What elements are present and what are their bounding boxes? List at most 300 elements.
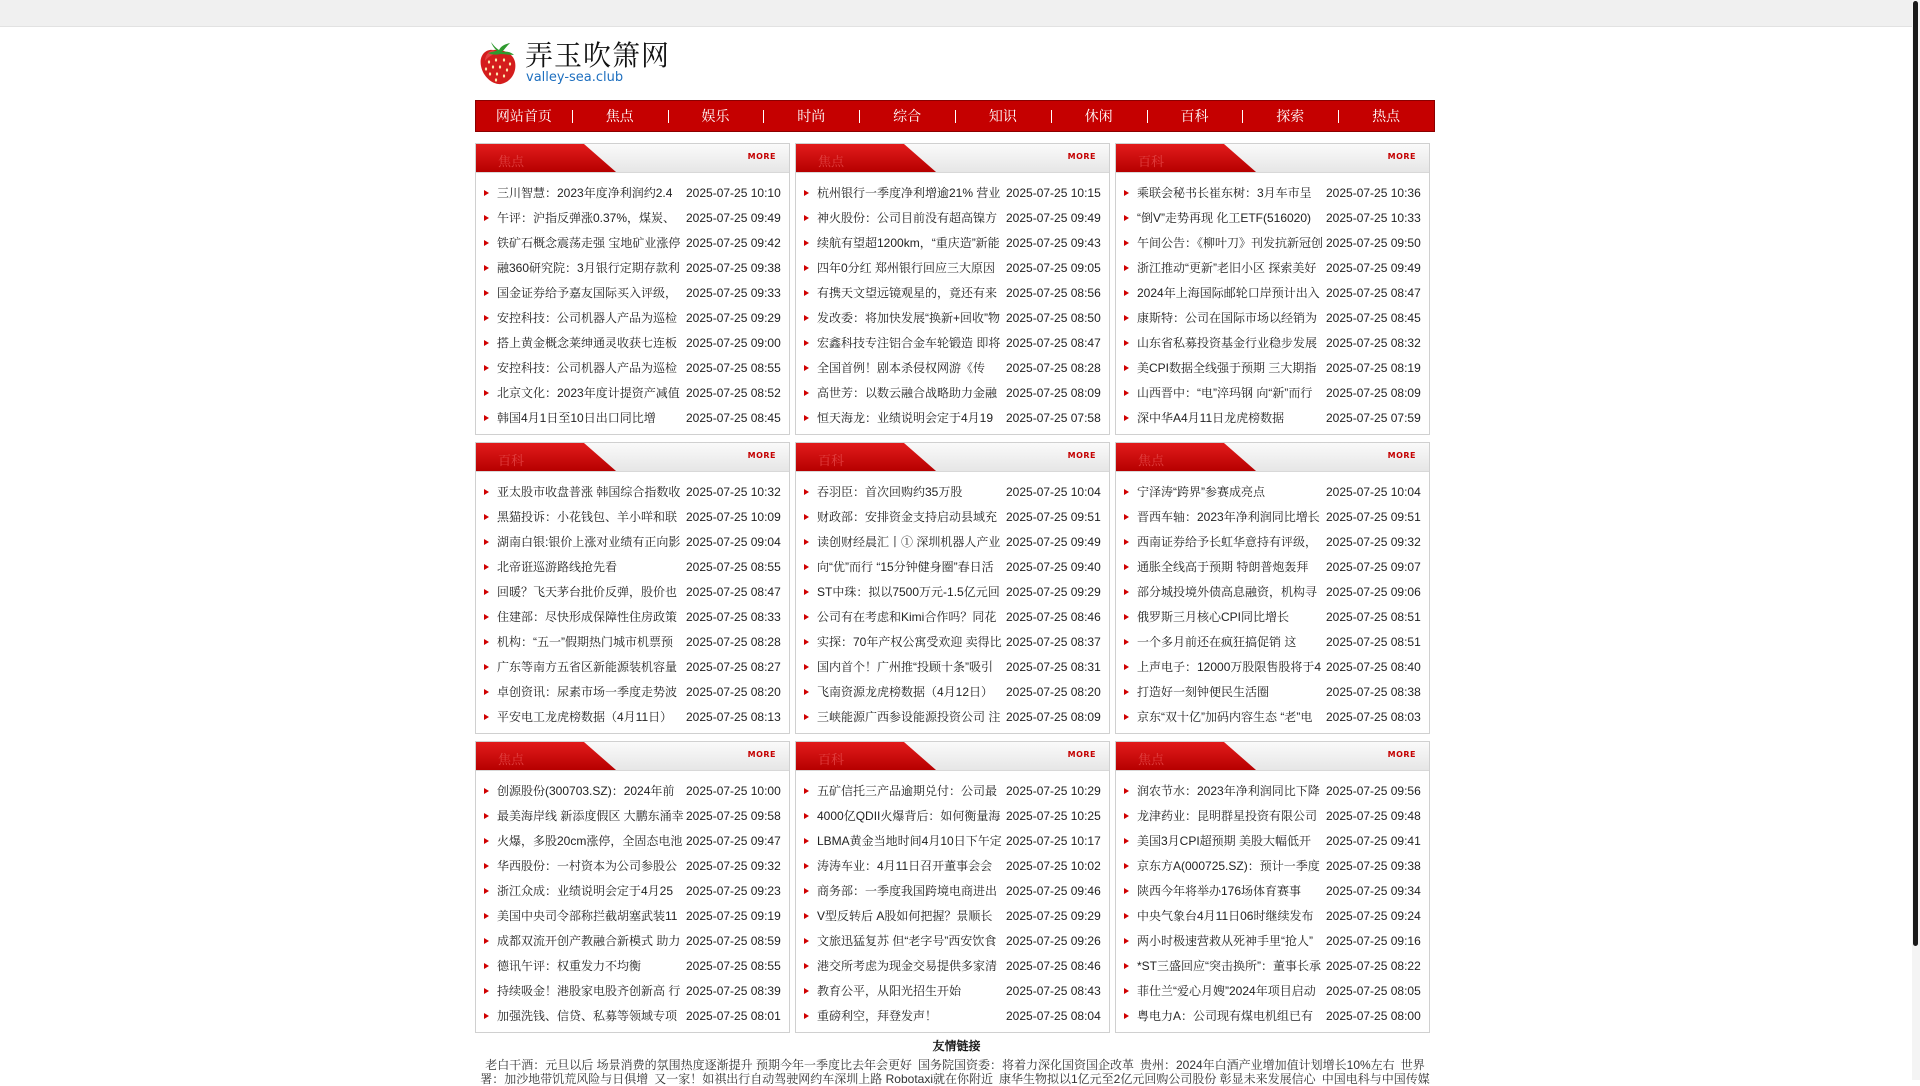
news-list (796, 479, 1109, 729)
news-timestamp: 2025-07-25 10:10 (686, 185, 781, 200)
site-domain: valley-sea.club (526, 70, 624, 85)
news-title-link[interactable]: 浙江众成：业绩说明会定于4月25 (497, 884, 674, 898)
panel-header (476, 742, 789, 771)
news-list-item (796, 280, 1109, 305)
news-list-item (476, 205, 789, 230)
bullet-arrow-icon (1124, 390, 1129, 396)
nav-item-leisure[interactable]: 休闲 (1051, 106, 1147, 126)
panel-title[interactable]: 百科 (818, 454, 845, 469)
news-title-link[interactable]: 京东方A(000725.SZ)：预计一季度 (1137, 859, 1320, 873)
news-list-item (796, 230, 1109, 255)
strawberry-logo-icon[interactable] (477, 36, 523, 86)
news-title-link[interactable]: 持续吸金！港股家电股齐创新高 行 (497, 984, 681, 998)
news-timestamp: 2025-07-25 09:29 (1006, 584, 1101, 599)
news-title-link[interactable]: 俄罗斯三月核心CPI同比增长 (1137, 610, 1290, 624)
news-title-link[interactable]: 山西晋中：“电”淬玛钢 向“新”而行 (1137, 386, 1313, 400)
news-timestamp: 2025-07-25 10:29 (1006, 783, 1101, 798)
news-list-item (1116, 878, 1429, 903)
news-timestamp: 2025-07-25 09:16 (1326, 933, 1421, 948)
panel-header (796, 144, 1109, 173)
more-link[interactable]: MORE (1067, 152, 1096, 161)
news-list (796, 180, 1109, 430)
bullet-arrow-icon (1124, 265, 1129, 271)
news-timestamp: 2025-07-25 09:38 (1326, 858, 1421, 873)
nav-item-explore[interactable]: 探索 (1242, 106, 1338, 126)
news-list-item (796, 679, 1109, 704)
news-timestamp: 2025-07-25 09:49 (1006, 210, 1101, 225)
panel-title-tab (796, 443, 936, 471)
news-title-link[interactable]: 神火股份：公司目前没有超高镍方 (817, 211, 998, 225)
bullet-arrow-icon (484, 813, 489, 819)
news-title-link[interactable]: LBMA黄金当地时间4月10日下午定 (817, 834, 1002, 848)
bullet-arrow-icon (484, 415, 489, 421)
news-timestamp: 2025-07-25 08:33 (686, 609, 781, 624)
news-title-link[interactable]: 北帝诳巡游路线抢先看 (497, 560, 618, 574)
news-list-item (476, 330, 789, 355)
news-list-item (476, 828, 789, 853)
news-title-link[interactable]: 浙江推动“更新”老旧小区 探索美好 (1137, 261, 1317, 275)
bullet-arrow-icon (484, 888, 489, 894)
news-timestamp: 2025-07-25 08:47 (686, 584, 781, 599)
news-title-link[interactable]: 美国中央司令部称拦截胡塞武装11 (497, 909, 678, 923)
bullet-arrow-icon (1124, 689, 1129, 695)
news-list-item (1116, 330, 1429, 355)
news-title-link[interactable]: 五矿信托三产品逾期兑付：公司最 (817, 784, 998, 798)
news-title-link[interactable]: ST中珠：拟以7500万元-1.5亿元回 (817, 585, 1000, 599)
bullet-arrow-icon (1124, 963, 1129, 969)
bullet-arrow-icon (804, 390, 809, 396)
panel-header (476, 443, 789, 472)
news-title-link[interactable]: 文旅迅猛复苏 但“老字号”西安饮食 (817, 934, 997, 948)
news-list-item (476, 704, 789, 729)
bullet-arrow-icon (804, 714, 809, 720)
bullet-arrow-icon (804, 838, 809, 844)
news-timestamp: 2025-07-25 08:56 (1006, 285, 1101, 300)
news-list-item (1116, 255, 1429, 280)
friend-link[interactable]: 康华生物拟以1亿元至2亿元回购公司股份 彰显未来发展信心 (999, 1072, 1316, 1086)
panel-title[interactable]: 焦点 (1138, 454, 1165, 469)
news-title-link[interactable]: 安控科技：公司机器人产品为巡检 (497, 361, 678, 375)
news-timestamp: 2025-07-25 09:49 (686, 210, 781, 225)
news-title-link[interactable]: 中央气象台4月11日06时继续发布 (1137, 909, 1314, 923)
news-list-item (796, 704, 1109, 729)
news-timestamp: 2025-07-25 08:09 (1326, 385, 1421, 400)
news-timestamp: 2025-07-25 09:56 (1326, 783, 1421, 798)
news-timestamp: 2025-07-25 10:02 (1006, 858, 1101, 873)
news-timestamp: 2025-07-25 08:28 (686, 634, 781, 649)
news-title-link[interactable]: 美国3月CPI超预期 美股大幅低开 (1137, 834, 1312, 848)
news-panel (795, 143, 1110, 435)
news-title-link[interactable]: 部分城投境外债高息融资，机构寻 (1137, 585, 1318, 599)
nav-item-general[interactable]: 综合 (859, 106, 955, 126)
news-timestamp: 2025-07-25 08:09 (1006, 385, 1101, 400)
news-title-link[interactable]: 一个多月前还在疯狂搞促销 这 (1137, 635, 1297, 649)
news-list-item (796, 405, 1109, 430)
news-title-link[interactable]: 通胀全线高于预期 特朗普炮轰拜 (1137, 560, 1309, 574)
panel-title-tab (476, 742, 616, 770)
bullet-arrow-icon (484, 1013, 489, 1019)
news-timestamp: 2025-07-25 09:19 (686, 908, 781, 923)
news-timestamp: 2025-07-25 08:46 (1006, 958, 1101, 973)
bullet-arrow-icon (1124, 415, 1129, 421)
news-title-link[interactable]: 宁泽涛“跨界”参赛成亮点 (1137, 485, 1265, 499)
bullet-arrow-icon (484, 564, 489, 570)
news-title-link[interactable]: 高世芳：以数云融合战略助力金融 (817, 386, 998, 400)
news-list-item (796, 803, 1109, 828)
news-title-link[interactable]: 有携天文望远镜观星的，竟还有来 (817, 286, 998, 300)
news-title-link[interactable]: 财政部：安排资金支持启动县域充 (817, 510, 998, 524)
panel-title-tab (1116, 742, 1256, 770)
news-title-link[interactable]: 2024年上海国际邮轮口岸预计出入 (1137, 286, 1320, 300)
news-timestamp: 2025-07-25 08:55 (686, 958, 781, 973)
news-title-link[interactable]: 午评：沪指反弹涨0.37%，煤炭、 (497, 211, 676, 225)
panel-title[interactable]: 焦点 (498, 753, 525, 768)
friend-link[interactable]: 署：加沙地带饥荒风险与日俱增 (480, 1072, 649, 1086)
bullet-arrow-icon (804, 365, 809, 371)
news-title-link[interactable]: 国金证券给予嘉友国际买入评级， (497, 286, 678, 300)
bullet-arrow-icon (1124, 290, 1129, 296)
news-list-item (476, 180, 789, 205)
friend-link[interactable]: 国务院国资委：将着力深化国资国企改革 (917, 1058, 1134, 1072)
news-list-item (796, 953, 1109, 978)
news-title-link[interactable]: 向“优”而行 “15分钟健身圈”春日活 (817, 560, 994, 574)
news-timestamp: 2025-07-25 08:45 (686, 410, 781, 425)
bullet-arrow-icon (1124, 489, 1129, 495)
news-list-item (796, 180, 1109, 205)
bullet-arrow-icon (804, 863, 809, 869)
news-title-link[interactable]: 平安电工龙虎榜数据（4月11日） (497, 710, 673, 724)
news-title-link[interactable]: 华西股份：一村资本为公司参股公 (497, 859, 678, 873)
site-name[interactable]: 弄玉吹箫网 (525, 39, 671, 72)
bullet-arrow-icon (484, 390, 489, 396)
news-list-item (1116, 853, 1429, 878)
news-title-link[interactable]: 融360研究院：3月银行定期存款利 (497, 261, 680, 275)
bullet-arrow-icon (484, 365, 489, 371)
news-title-link[interactable]: 上声电子：12000万股限售股将于4 (1137, 660, 1322, 674)
news-timestamp: 2025-07-25 07:59 (1326, 410, 1421, 425)
news-title-link[interactable]: 美CPI数据全线强于预期 三大期指 (1137, 361, 1317, 375)
bullet-arrow-icon (804, 689, 809, 695)
news-list-item (1116, 180, 1429, 205)
news-title-link[interactable]: 乘联会秘书长崔东树：3月车市呈 (1137, 186, 1312, 200)
bullet-arrow-icon (484, 913, 489, 919)
news-list-item (1116, 704, 1429, 729)
news-list-item (796, 878, 1109, 903)
news-title-link[interactable]: 广东等南方五省区新能源装机容量 (497, 660, 678, 674)
vertical-scrollbar[interactable] (1912, 0, 1920, 1080)
news-title-link[interactable]: 读创财经晨汇丨① 深圳机器人产业 (817, 535, 1001, 549)
more-link[interactable]: MORE (747, 750, 776, 759)
news-timestamp: 2025-07-25 08:27 (686, 659, 781, 674)
bullet-arrow-icon (484, 340, 489, 346)
news-title-link[interactable]: 西南证券给予长虹华意持有评级， (1137, 535, 1318, 549)
nav-item-hot[interactable]: 热点 (1338, 106, 1434, 126)
news-timestamp: 2025-07-25 08:55 (686, 360, 781, 375)
bullet-arrow-icon (804, 988, 809, 994)
friend-link[interactable]: 又一家！如祺出行自动驾驶网约车深圳上路 Robotaxi就在你附近 (654, 1072, 993, 1086)
news-title-link[interactable]: 陕西今年将举办176场体育赛事 (1137, 884, 1302, 898)
news-title-link[interactable]: 深中华A4月11日龙虎榜数据 (1137, 411, 1285, 425)
news-title-link[interactable]: 菲仕兰“爱心月嫂”2024年项目启动 (1137, 984, 1316, 998)
news-list-item (476, 778, 789, 803)
news-timestamp: 2025-07-25 08:51 (1326, 609, 1421, 624)
news-list-item (476, 405, 789, 430)
news-list-item (1116, 230, 1429, 255)
news-timestamp: 2025-07-25 08:13 (686, 709, 781, 724)
news-title-link[interactable]: *ST三盛回应“突击换所”：董事长承 (1137, 959, 1321, 973)
news-title-link[interactable]: 续航有望超1200km，“重庆造”新能 (817, 236, 1000, 250)
news-title-link[interactable]: 加强洗钱、信贷、私募等领域专项 (497, 1009, 678, 1023)
news-title-link[interactable]: 成都双流开创产教融合新模式 助力 (497, 934, 681, 948)
news-panel (1115, 442, 1430, 734)
bullet-arrow-icon (484, 539, 489, 545)
news-list-item (476, 355, 789, 380)
bullet-arrow-icon (484, 664, 489, 670)
news-title-link[interactable]: 德讯午评：权重发力不均衡 (497, 959, 642, 973)
news-title-link[interactable]: 国内首个！广州推“投顾十条”吸引 (817, 660, 993, 674)
news-list-item (796, 903, 1109, 928)
news-title-link[interactable]: 重磅利空，拜登发声！ (817, 1009, 938, 1023)
news-list-item (1116, 828, 1429, 853)
news-title-link[interactable]: 卓创资讯：尿素市场一季度走势波 (497, 685, 678, 699)
news-list-item (476, 529, 789, 554)
panel-title-tab (796, 742, 936, 770)
news-panel (475, 741, 790, 1033)
news-title-link[interactable]: 康斯特：公司在国际市场以经销为 (1137, 311, 1318, 325)
news-timestamp: 2025-07-25 10:36 (1326, 185, 1421, 200)
news-title-link[interactable]: 湖南白银:银价上涨对业绩有正向影 (497, 535, 681, 549)
bullet-arrow-icon (484, 938, 489, 944)
news-title-link[interactable]: 打造好一刻钟便民生活圈 (1137, 685, 1270, 699)
news-list-item (796, 1003, 1109, 1028)
news-title-link[interactable]: 两小时极速营救从死神手里“抢人” (1137, 934, 1313, 948)
friend-link[interactable]: 老白干酒：元旦以后 场景消费的氛围热度逐渐提升 预期今年一季度比去年会更好 (485, 1058, 912, 1072)
bullet-arrow-icon (484, 315, 489, 321)
news-title-link[interactable]: 杭州银行一季度净利增逾21% 营业 (817, 186, 1001, 200)
news-timestamp: 2025-07-25 09:51 (1006, 509, 1101, 524)
news-timestamp: 2025-07-25 09:38 (686, 260, 781, 275)
news-list (476, 180, 789, 430)
friend-link[interactable]: 贵州：2024年白酒产业增加值计划增长10%左右 (1139, 1058, 1395, 1072)
news-title-link[interactable]: “倒V”走势再现 化工ETF(516020) (1137, 211, 1312, 225)
news-title-link[interactable]: 龙津药业：昆明群星投资有限公司 (1137, 809, 1318, 823)
news-title-link[interactable]: 亚太股市收盘普涨 韩国综合指数收 (497, 485, 681, 499)
news-list-item (1116, 280, 1429, 305)
news-title-link[interactable]: 午间公告：《柳叶刀》刊发抗新冠创 (1137, 236, 1324, 250)
nav-item-encyclopedia[interactable]: 百科 (1147, 106, 1243, 126)
nav-item-knowledge[interactable]: 知识 (955, 106, 1051, 126)
bullet-arrow-icon (484, 689, 489, 695)
news-title-link[interactable]: 北京文化：2023年度计提资产减值 (497, 386, 680, 400)
bullet-arrow-icon (1124, 564, 1129, 570)
news-title-link[interactable]: 飞南资源龙虎榜数据（4月12日） (817, 685, 994, 699)
news-timestamp: 2025-07-25 08:37 (1006, 634, 1101, 649)
news-timestamp: 2025-07-25 09:07 (1326, 559, 1421, 574)
news-timestamp: 2025-07-25 08:46 (1006, 609, 1101, 624)
news-list-item (796, 629, 1109, 654)
more-link[interactable]: MORE (747, 152, 776, 161)
news-timestamp: 2025-07-25 09:46 (1006, 883, 1101, 898)
news-title-link[interactable]: 安控科技：公司机器人产品为巡检 (497, 311, 678, 325)
bullet-arrow-icon (804, 215, 809, 221)
bullet-arrow-icon (484, 215, 489, 221)
news-title-link[interactable]: 粤电力A：公司现有煤电机组已有 (1137, 1009, 1314, 1023)
news-list-item (1116, 778, 1429, 803)
news-title-link[interactable]: 火爆，多股20cm涨停，全固态电池 (497, 834, 683, 848)
news-list-item (476, 255, 789, 280)
news-timestamp: 2025-07-25 09:49 (1006, 534, 1101, 549)
news-title-link[interactable]: 恒天海龙：业绩说明会定于4月19 (817, 411, 994, 425)
more-link[interactable]: MORE (1387, 451, 1416, 460)
news-timestamp: 2025-07-25 08:19 (1326, 360, 1421, 375)
panel-title[interactable]: 百科 (498, 454, 525, 469)
bullet-arrow-icon (804, 913, 809, 919)
news-title-link[interactable]: 晋西车轴：2023年净利润同比增长 (1137, 510, 1320, 524)
news-list-item (476, 853, 789, 878)
bullet-arrow-icon (804, 240, 809, 246)
bullet-arrow-icon (1124, 365, 1129, 371)
bullet-arrow-icon (484, 489, 489, 495)
bullet-arrow-icon (1124, 938, 1129, 944)
news-timestamp: 2025-07-25 09:26 (1006, 933, 1101, 948)
bullet-arrow-icon (1124, 639, 1129, 645)
site-header (475, 26, 1435, 100)
news-list-item (1116, 579, 1429, 604)
news-list-item (1116, 803, 1429, 828)
news-title-link[interactable]: 山东省私募投资基金行业稳步发展 (1137, 336, 1318, 350)
page-container (475, 26, 1435, 1086)
news-title-link[interactable]: 机构：“五一”假期热门城市机票预 (497, 635, 673, 649)
more-link[interactable]: MORE (1387, 152, 1416, 161)
news-title-link[interactable]: 教育公平，从阳光招生开始 (817, 984, 962, 998)
news-title-link[interactable]: 住建部：尽快形成保障性住房政策 (497, 610, 678, 624)
news-list-item (476, 953, 789, 978)
news-title-link[interactable]: 搭上黄金概念莱绅通灵收获七连板 (497, 336, 678, 350)
news-title-link[interactable]: 全国首例！剧本杀侵权网游《传 (817, 361, 986, 375)
news-title-link[interactable]: 涛涛车业：4月11日召开董事会会 (817, 859, 993, 873)
nav-item-fashion[interactable]: 时尚 (763, 106, 859, 126)
bullet-arrow-icon (484, 788, 489, 794)
news-timestamp: 2025-07-25 09:33 (686, 285, 781, 300)
news-list-item (1116, 679, 1429, 704)
news-timestamp: 2025-07-25 10:09 (686, 509, 781, 524)
bullet-arrow-icon (1124, 614, 1129, 620)
news-title-link[interactable]: 铁矿石概念震荡走强 宝地矿业涨停 (497, 236, 681, 250)
news-list-item (1116, 305, 1429, 330)
bullet-arrow-icon (1124, 888, 1129, 894)
news-title-link[interactable]: 创源股份(300703.SZ)：2024年前 (497, 784, 675, 798)
news-title-link[interactable]: 发改委：将加快发展“换新+回收”物 (817, 311, 1001, 325)
news-title-link[interactable]: 实探：70年产权公寓受欢迎 卖得比 (817, 635, 1002, 649)
news-list-item (796, 529, 1109, 554)
news-timestamp: 2025-07-25 10:15 (1006, 185, 1101, 200)
news-title-link[interactable]: 韩国4月1日至10日出口同比增 (497, 411, 656, 425)
news-title-link[interactable]: 京东“双十亿”加码内容生态 “老”电 (1137, 710, 1313, 724)
news-title-link[interactable]: 最美海岸线 新添度假区 大鹏东涌幸 (497, 809, 684, 823)
news-title-link[interactable]: 商务部：一季度我国跨境电商进出 (817, 884, 998, 898)
news-timestamp: 2025-07-25 09:47 (686, 833, 781, 848)
news-title-link[interactable]: 黑猫投诉：小花钱包、羊小咩和联 (497, 510, 678, 524)
news-timestamp: 2025-07-25 09:43 (1006, 235, 1101, 250)
bullet-arrow-icon (1124, 714, 1129, 720)
news-timestamp: 2025-07-25 10:25 (1006, 808, 1101, 823)
more-link[interactable]: MORE (1067, 451, 1096, 460)
news-list-item (796, 853, 1109, 878)
news-title-link[interactable]: 宏鑫科技专注铝合金车轮锻造 即将 (817, 336, 1001, 350)
news-title-link[interactable]: 公司有在考虑和Kimi合作吗？同花 (817, 610, 997, 624)
more-link[interactable]: MORE (1067, 750, 1096, 759)
news-timestamp: 2025-07-25 08:32 (1326, 335, 1421, 350)
bullet-arrow-icon (804, 589, 809, 595)
friend-link[interactable]: 世界 (1400, 1058, 1425, 1072)
panel-title[interactable]: 百科 (1138, 155, 1165, 170)
news-list-item (476, 679, 789, 704)
nav-item-entertainment[interactable]: 娱乐 (668, 106, 764, 126)
panel-title[interactable]: 焦点 (1138, 753, 1165, 768)
news-timestamp: 2025-07-25 09:58 (686, 808, 781, 823)
news-title-link[interactable]: 四年0分红 郑州银行回应三大原因 (817, 261, 996, 275)
news-timestamp: 2025-07-25 09:00 (686, 335, 781, 350)
news-title-link[interactable]: 回暖？飞天茅台批价反弹，股价也 (497, 585, 678, 599)
news-timestamp: 2025-07-25 10:17 (1006, 833, 1101, 848)
news-title-link[interactable]: 港交所考虑为现金交易提供多家清 (817, 959, 998, 973)
news-title-link[interactable]: 润农节水：2023年净利润同比下降 (1137, 784, 1320, 798)
news-timestamp: 2025-07-25 08:40 (1326, 659, 1421, 674)
news-timestamp: 2025-07-25 09:48 (1326, 808, 1421, 823)
nav-item-focus[interactable]: 焦点 (572, 106, 668, 126)
news-timestamp: 2025-07-25 09:49 (1326, 260, 1421, 275)
friend-links-line (475, 1058, 1435, 1072)
news-list-item (1116, 205, 1429, 230)
bullet-arrow-icon (484, 240, 489, 246)
news-title-link[interactable]: 吞羽臣：首次回购约35万股 (817, 485, 963, 499)
news-title-link[interactable]: 三峡能源广西参设能源投资公司 注 (817, 710, 1001, 724)
scrollbar-thumb[interactable] (1913, 1, 1918, 946)
news-panel (1115, 741, 1430, 1033)
more-link[interactable]: MORE (747, 451, 776, 460)
news-timestamp: 2025-07-25 08:20 (686, 684, 781, 699)
news-title-link[interactable]: 三川智慧：2023年度净利润约2.4 (497, 186, 673, 200)
more-link[interactable]: MORE (1387, 750, 1416, 759)
panel-title-tab (476, 144, 616, 172)
news-timestamp: 2025-07-25 09:32 (686, 858, 781, 873)
nav-item-home[interactable]: 网站首页 (495, 109, 552, 125)
news-timestamp: 2025-07-25 10:32 (686, 484, 781, 499)
news-list-item (1116, 928, 1429, 953)
news-list-item (796, 355, 1109, 380)
news-title-link[interactable]: 4000亿QDII火爆背后：如何衡量海 (817, 809, 1001, 823)
friend-link[interactable]: 中国电科与中国传媒 (1321, 1072, 1430, 1086)
panel-title[interactable]: 焦点 (818, 155, 845, 170)
news-panel (475, 442, 790, 734)
news-timestamp: 2025-07-25 09:40 (1006, 559, 1101, 574)
bullet-arrow-icon (804, 539, 809, 545)
bullet-arrow-icon (484, 863, 489, 869)
news-timestamp: 2025-07-25 08:03 (1326, 709, 1421, 724)
panel-title-tab (476, 443, 616, 471)
news-list-item (796, 604, 1109, 629)
news-list (476, 778, 789, 1028)
bullet-arrow-icon (484, 614, 489, 620)
news-timestamp: 2025-07-25 10:00 (686, 783, 781, 798)
news-list-item (796, 255, 1109, 280)
panel-title[interactable]: 焦点 (498, 155, 525, 170)
news-timestamp: 2025-07-25 08:39 (686, 983, 781, 998)
bullet-arrow-icon (484, 290, 489, 296)
news-list (476, 479, 789, 729)
news-title-link[interactable]: V型反转后 A股如何把握？景顺长 (817, 909, 993, 923)
panel-title[interactable]: 百科 (818, 753, 845, 768)
